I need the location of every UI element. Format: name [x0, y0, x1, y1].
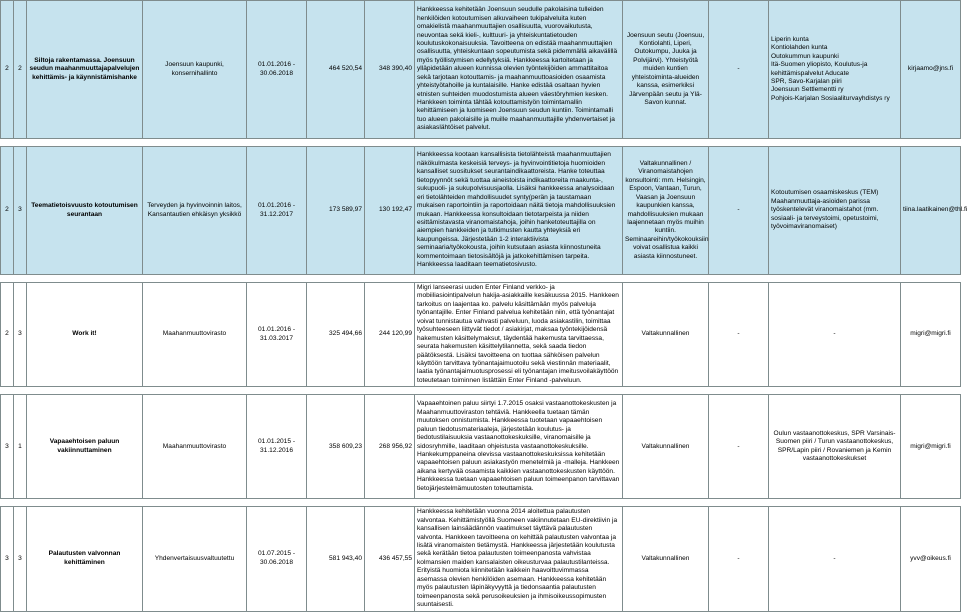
total-budget: 325 494,66: [307, 283, 365, 387]
cell-b: 3: [14, 147, 27, 275]
area: Valtakunnallinen: [623, 395, 709, 499]
area: Valtakunnallinen / Viranomaistahojen konsultointi: mm. Helsingin, Espoon, Vantaan, Turun, Vaasan ja Joensuun kaupunkien kanssa, mahdollisuuksien mukaan laajennetaan myös muihin kuntiin. Seminaareihin/työkokouksiin voivat osallistua kaikki asiasta kiinnostuneet.: [623, 147, 709, 275]
project-name: Teematietoisvuusto kotoutumisen seurantaan: [27, 147, 143, 275]
period: 01.01.2016 - 31.03.2017: [247, 283, 307, 387]
cell-a: 3: [1, 395, 14, 499]
organisation: Terveyden ja hyvinvoinnin laitos, Kansantautien ehkäisyn yksikkö: [143, 147, 247, 275]
cell-b: 3: [14, 283, 27, 387]
eu-funding: 268 956,92: [365, 395, 415, 499]
total-budget: 464 520,54: [307, 1, 365, 139]
table-row: [1, 1, 961, 139]
period: 01.01.2016 - 30.06.2018: [247, 1, 307, 139]
cell-a: 2: [1, 283, 14, 387]
project-name: Siltoja rakentamassa. Joensuun seudun maahanmuuttajapalvelujen kehittämis- ja käynnistämishanke: [27, 1, 143, 139]
partners: -: [769, 507, 901, 611]
partners: Liperin kunta Kontiolahden kunta Outokummun kaupunki Itä-Suomen yliopisto, Koulutus-ja kehittämispalvelut Aducate SPR, Savo-Karjalan piiri Joensuun Settlementti ry Pohjois-Karjalan Sosiaaliturvayhdistys ry: [769, 1, 901, 139]
row-gap: [1, 499, 961, 507]
description: Hankkeessa kehitetään vuonna 2014 aloitettua palautusten valvontaa. Kehittämistyöllä Suomeen vakiinnutetaan EU-direktiivin ja kansallisen lainsäädännön vaatimukset täyttävä palautusten valvonta. Hankkeen tavoitteena on kehittää palautusten valvontaa ja lisätä viranomaisten tietämystä. Hankkeessa järjestetään koulutusta sekä kerätään tietoa palautusten toimeenpanosta vahvistaa kolmansien maiden kansalaisten oikeusturvaa palautustilanteissa. Erityistä huomiota kiinnitetään kaikkein haavoittuvimmassa asemassa olevien henkilöiden asemaan. Hankkeessa kehitetään myös palautusten läpinäkyvyyttä ja tiedonsaantia palautusten toimeenpanosta sekä perusoikeuksien ja ihmisoikeussopimusten suuntaisesti.: [415, 507, 623, 611]
dash-cell: -: [709, 395, 769, 499]
area: Valtakunnallinen: [623, 283, 709, 387]
row-gap: [1, 139, 961, 147]
table-row: [1, 395, 961, 499]
contact-email[interactable]: migri@migri.fi: [901, 395, 961, 499]
table-row: [1, 507, 961, 611]
eu-funding: 244 120,99: [365, 283, 415, 387]
dash-cell: -: [709, 507, 769, 611]
total-budget: 358 609,23: [307, 395, 365, 499]
cell-a: 2: [1, 1, 14, 139]
contact-email[interactable]: kirjaamo@jns.fi: [901, 1, 961, 139]
cell-b: 2: [14, 1, 27, 139]
partners: Oulun vastaanottokeskus, SPR Varsinais-Suomen piiri / Turun vastaanottokeskus, SPR/Lapin piiri / Rovaniemen ja Kemin vastaanottokeskukset: [769, 395, 901, 499]
cell-a: 2: [1, 147, 14, 275]
contact-email[interactable]: migri@migri.fi: [901, 283, 961, 387]
organisation: Yhdenvertaisuusvaltuutettu: [143, 507, 247, 611]
dash-cell: -: [709, 1, 769, 139]
area: Valtakunnallinen: [623, 507, 709, 611]
total-budget: 581 943,40: [307, 507, 365, 611]
row-gap: [1, 387, 961, 395]
organisation: Maahanmuuttovirasto: [143, 395, 247, 499]
eu-funding: 348 390,40: [365, 1, 415, 139]
table-row: [1, 147, 961, 275]
area: Joensuun seutu (Joensuu, Kontiolahti, Liperi, Outokumpu, Juuka ja Polvijärvi). Yhteistyötä muiden kuntien yhteistoiminta-alueiden kanssa, esimerkiksi Järvenpään seutu ja Ylä-Savon kunnat.: [623, 1, 709, 139]
cell-b: 3: [14, 507, 27, 611]
total-budget: 173 589,97: [307, 147, 365, 275]
contact-email[interactable]: tiina.laatikainen@thl.fi: [901, 147, 961, 275]
organisation: Joensuun kaupunki, konsernihallinto: [143, 1, 247, 139]
table-row: [1, 283, 961, 387]
period: 01.01.2015 - 31.12.2016: [247, 395, 307, 499]
description: Vapaaehtoinen paluu siirtyi 1.7.2015 osaksi vastaanottokeskusten ja Maahanmuuttoviraston tehtäviä. Hankkeella tuetaan tämän muutoksen onnistumista. Hankkeessa tuotetaan vapaaehtoisen paluun tiedotusmateriaaleja, järjestetään koulutus- ja tiedotustilaisuuksia vastaanottokeskuksille, viranomaisille ja sidosryhmille, laaditaan ohjeistusta vastaanottokeskuksille. Hankekumppaneina olevissa vastaanottokeskuksissa kehitetään vapaaehtoisen paluun asiakastyön menetelmiä ja -malleja. Hankkeen aikana kertyvää osaamista kaikkien vastaanottokeskusten käyttöön. Hankkeessa tuetaan vapaaehtoisen paluun toimeenpanon tarvittavan tietojärjestelmämuutosten toteuttamista.: [415, 395, 623, 499]
description: Hankkeessa kehitetään Joensuun seudulle pakolaisina tulleiden henkilöiden kotoutumisen alkuvaiheen tukipalveluita kuten omakielistä maahanmuuttajien osallisuutta, vuorovaikutusta, neuvontaa sekä kieli-, kulttuuri- ja yhteiskuntatietouden koulutuskokonaisuuksia. Tavoitteena on edistää maahanmuuttajien osallisuutta, yhteiskuntaan sopeutumista sekä pidemmällä aikavälillä myös työllistymisen edellytyksiä. Hankkeessa kartoitetaan ja ylläpidetään alueen kunnissa olevien työntekijöiden ammattitaitoa sekä tarjotaan kotouttamis- ja maahanmuuttoasioiden osaamista yhteistyötahoille ja kuntalaisille. Hanke edistää osaltaan hyvien etnisten suhteiden muodostumista alueen väestöryhmien kesken. Hankkeen toiminta tähtää kotouttamistyön toimintamallin kehittämiseen ja luomiseen Joensuun seudun kuntiin. Toimintamalli tuo alueen pakolaisille ja muille maahanmuuttajille yhdenvertaiset ja asiakaslähtöiset palvelut.: [415, 1, 623, 139]
description: Migri lanseerasi uuden Enter Finland verkko- ja mobiiliasiointipalvelun hakija-asiakkaille kesäkuussa 2015. Hankkeen tarkoitus on laajentaa ko. palvelu käsittämään myös palveluja työnantajille. Enter Finland palvelua kehitetään niin, että työnantajat voivat tunnistautua vahvasti palveluun, luoda asiakastilin, toimittaa työsuhteeseen liittyvät tiedot / asiakirjat, maksaa työntekijöidensä hakemusten käsittelymaksut, täydentää hakemusta tarvittaessa, seurata hakemusten käsittelytilannetta, sekä saada tiedon päätöksestä. Lisäksi tavoitteena on tuottaa sähköisen palvelun käyttöön tarvittava työnantajaimuotoilu sekä viestinnän materiaalit, laatia työnantajaimuotusprosessi eli työnantajan imeitusvoilakäyttöön toteutetaan toiminnen listättäin Enter Finland -palveluun.: [415, 283, 623, 387]
organisation: Maahanmuuttovirasto: [143, 283, 247, 387]
partners: Kotoutumisen osaamiskeskus (TEM) Maahanmuuttaja-asioiden parissa työskentelevät viranomaistahot (mm. sosiaali- ja terveystoimi, opetustoimi, työvoimaviranomaiset): [769, 147, 901, 275]
description: Hankkeessa kootaan kansallisista tietolähteistä maahanmuuttajien näkökulmasta keskeisiä terveys- ja hyvinvointitietoja huomioiden kansalliset suositukset seurantaindikaattoreista. Hanke toteuttaa tietopyynnöt sekä tuottaa aineistoista indikaattoreita maakunta-, sukupuoli- ja sukupolvisuusjaolla. Lisäksi hankkeessa analysoidaan eri tietolähteiden mahdollisuudet synty(perän ja taustamaan mukaisen raportointiin ja raportoidaan näitä tietoja mahdollisuuksien mukaan. Hankkeessa konsultoidaan tietotarpeista ja niiden esittämistavasta viranomaistahoja, joihin hanketoteuttajilla on aiempien hankkeiden ja tutkimusten kautta yhteyksiä eri kaupungeissa. Järjestetään 1-2 interaktiivista seminaaria/työkokousta, joihin kutsutaan asiasta kiinnostuneita kommentoimaan tietosisältöjä ja jatkokehittämisen tarpeita. Hankkeessa laaditaan teematietosivusto.: [415, 147, 623, 275]
cell-a: 3: [1, 507, 14, 611]
project-name: Vapaaehtoisen paluun vakiinnuttaminen: [27, 395, 143, 499]
project-name: Work it!: [27, 283, 143, 387]
period: 01.07.2015 - 30.06.2018: [247, 507, 307, 611]
project-name: Palautusten valvonnan kehittäminen: [27, 507, 143, 611]
contact-email[interactable]: yvv@oikeus.fi: [901, 507, 961, 611]
dash-cell: -: [709, 283, 769, 387]
eu-funding: 130 192,47: [365, 147, 415, 275]
period: 01.01.2016 - 31.12.2017: [247, 147, 307, 275]
eu-funding: 436 457,55: [365, 507, 415, 611]
partners: -: [769, 283, 901, 387]
cell-b: 1: [14, 395, 27, 499]
row-gap: [1, 275, 961, 283]
dash-cell: -: [709, 147, 769, 275]
